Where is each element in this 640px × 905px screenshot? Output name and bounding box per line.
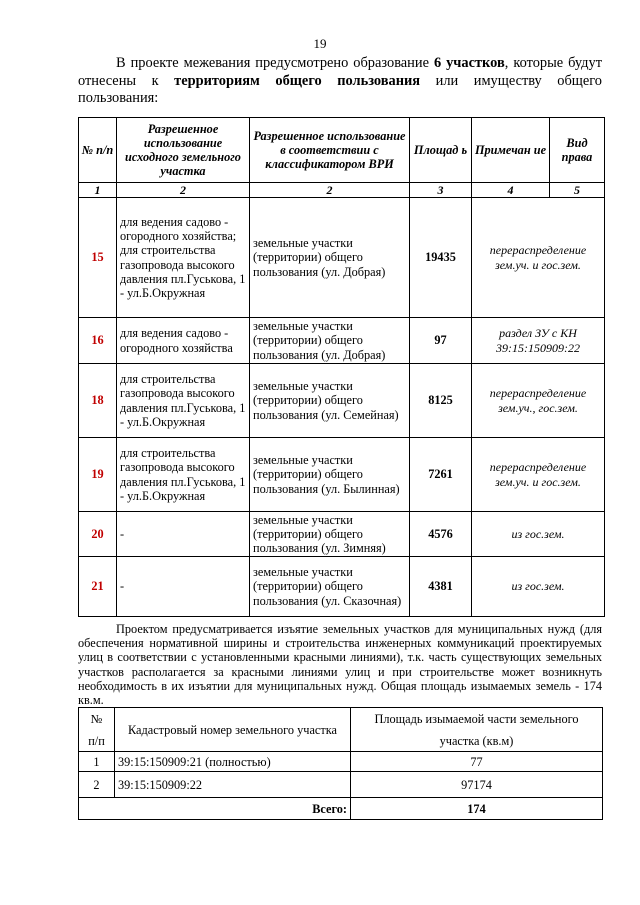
row-number: 15 [79, 198, 117, 318]
row-area: 7261 [410, 438, 472, 512]
row-use-vri: земельные участки (территории) общего пользования (ул. Зимняя) [250, 512, 410, 557]
row-number: 20 [79, 512, 117, 557]
row-number: 2 [79, 772, 115, 798]
header-use-vri: Разрешенное использование в соответствии с классификатором ВРИ [250, 118, 410, 183]
total-value: 174 [351, 798, 603, 820]
intro-text-1: В проекте межевания предусмотрено образование [116, 55, 434, 71]
row-note: из гос.зем. [472, 557, 605, 617]
row-number: 16 [79, 318, 117, 364]
header-right: Вид права [550, 118, 605, 183]
column-numbers-row [79, 183, 605, 198]
column-number: 2 [250, 183, 410, 198]
row-use-source: - [117, 512, 250, 557]
row-number: 18 [79, 364, 117, 438]
plots-table-header [79, 118, 605, 183]
table-row [79, 772, 603, 798]
row-use-vri: земельные участки (территории) общего пользования (ул. Сказочная) [250, 557, 410, 617]
row-note: перераспределение зем.уч. и гос.зем. [472, 198, 605, 318]
row-note: раздел ЗУ с КН 39:15:150909:22 [472, 318, 605, 364]
header-use-source: Разрешенное использование исходного земельного участка [117, 118, 250, 183]
row-cadastral: 39:15:150909:22 [115, 772, 351, 798]
row-area: 8125 [410, 364, 472, 438]
column-number: 2 [117, 183, 250, 198]
withdrawal-table [78, 707, 603, 820]
column-number: 5 [550, 183, 605, 198]
table-row [79, 557, 605, 617]
intro-text-3: или имуществу общего пользования: [78, 72, 603, 106]
total-label: Всего: [79, 798, 351, 820]
column-number: 3 [410, 183, 472, 198]
table-row [79, 198, 605, 318]
row-withdrawn-area: 97174 [351, 772, 603, 798]
header-area: Площад ь [410, 118, 472, 183]
row-number: 1 [79, 752, 115, 772]
column-number: 1 [79, 183, 117, 198]
page-number: 19 [313, 36, 327, 51]
row-number: 21 [79, 557, 117, 617]
withdrawal-table-header [79, 708, 603, 752]
intro-bold-territories: территориям общего пользования [174, 72, 421, 89]
row-use-vri: земельные участки (территории) общего пользования (ул. Добрая) [250, 198, 410, 318]
row-withdrawn-area: 77 [351, 752, 603, 772]
intro-paragraph [78, 55, 602, 108]
row-area: 19435 [410, 198, 472, 318]
row-use-source: для ведения садово - огородного хозяйства; для строительства газопровода высокого давления пл.Гуськова, 1 - ул.Б.Окружная [117, 198, 250, 318]
header-area-line-2: участка (кв.м) [439, 733, 514, 748]
total-row [79, 798, 603, 820]
row-use-source: для ведения садово - огородного хозяйства [117, 318, 250, 364]
table-row [79, 318, 605, 364]
row-area: 97 [410, 318, 472, 364]
table-row [79, 364, 605, 438]
row-number: 19 [79, 438, 117, 512]
header-cadastral: Кадастровый номер земельного участка [115, 708, 351, 752]
intro-bold-plots: 6 участков [433, 55, 505, 71]
header-num: № п/п [79, 118, 117, 183]
withdrawal-paragraph: Проектом предусматривается изъятие земельных участков для муниципальных нужд (для обеспечения нормативной ширины и строительства инженерных коммуникаций проектируемых улиц в соответствии с установленными красными линиями), т.к. часть существующих земельных участков располагается за красными линиями улиц и при строительстве может возникнуть необходимость в их изъятии для муниципальных нужд. Общая площадь изымаемых земель - 174 кв.м. [78, 622, 602, 708]
row-use-source: для строительства газопровода высокого давления пл.Гуськова, 1 - ул.Б.Окружная [117, 364, 250, 438]
row-use-vri: земельные участки (территории) общего пользования (ул. Былинная) [250, 438, 410, 512]
header-num [79, 708, 115, 752]
row-note: перераспределение зем.уч., гос.зем. [472, 364, 605, 438]
header-withdrawn-area [351, 708, 603, 752]
header-note: Примечан ие [472, 118, 550, 183]
row-area: 4381 [410, 557, 472, 617]
header-num-line-2: п/п [88, 733, 105, 748]
row-area: 4576 [410, 512, 472, 557]
row-cadastral: 39:15:150909:21 (полностью) [115, 752, 351, 772]
row-note: перераспределение зем.уч. и гос.зем. [472, 438, 605, 512]
row-note: из гос.зем. [472, 512, 605, 557]
row-use-source: - [117, 557, 250, 617]
table-row [79, 438, 605, 512]
row-use-vri: земельные участки (территории) общего пользования (ул. Семейная) [250, 364, 410, 438]
row-use-source: для строительства газопровода высокого давления пл.Гуськова, 1 - ул.Б.Окружная [117, 438, 250, 512]
header-num-line-1: № [90, 711, 103, 726]
table-row [79, 512, 605, 557]
column-number: 4 [472, 183, 550, 198]
table-row [79, 752, 603, 772]
row-use-vri: земельные участки (территории) общего пользования (ул. Добрая) [250, 318, 410, 364]
plots-table [78, 117, 605, 617]
intro-text-2: , которые будут отнесены к [78, 55, 602, 89]
header-area-line-1: Площадь изымаемой части земельного [374, 711, 579, 726]
